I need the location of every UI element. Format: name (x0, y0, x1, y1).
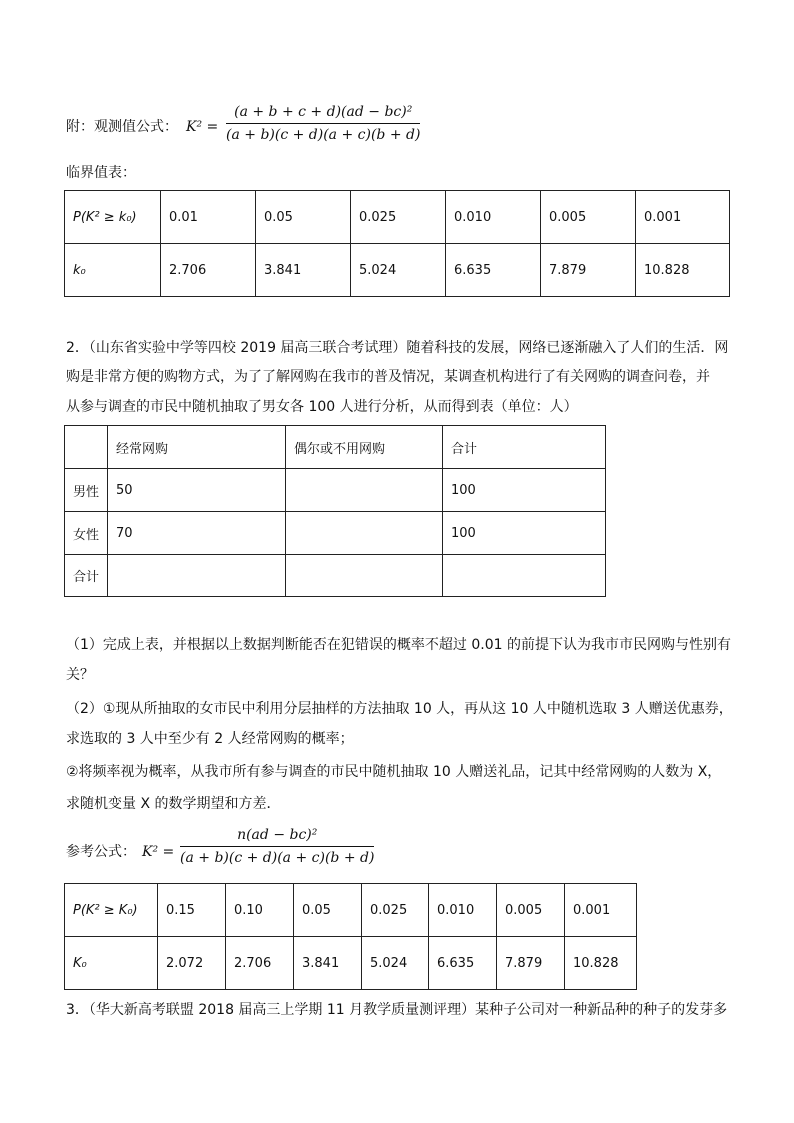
table-cell: 0.025 (351, 191, 446, 244)
table-cell: 5.024 (351, 244, 446, 297)
table-cell (286, 512, 443, 555)
appendix-denominator: (a + b)(c + d)(a + c)(b + d) (226, 127, 421, 143)
table-cell: 0.001 (636, 191, 730, 244)
table-cell: 0.010 (446, 191, 541, 244)
table-cell: 100 (443, 512, 606, 555)
table-cell: P(K² ≥ k₀) (65, 191, 161, 244)
table-cell: 合计 (443, 426, 606, 469)
table-cell: 7.879 (497, 937, 565, 990)
q3-line-1: 3．（华大新高考联盟 2018 届高三上学期 11 月教学质量测评理）某种子公司对一种新品种的种子的发芽多 (66, 1002, 728, 1018)
reference-formula-lhs: K² = (142, 844, 175, 860)
fraction-bar (226, 123, 420, 124)
table-cell: 2.706 (161, 244, 256, 297)
table-cell: 2.706 (226, 937, 294, 990)
table-cell: P(K² ≥ K₀) (65, 884, 158, 937)
table-cell: 0.025 (362, 884, 429, 937)
appendix-label: 附：观测值公式： (66, 119, 178, 135)
table-cell: 70 (108, 512, 286, 555)
appendix-numerator: (a + b + c + d)(ad − bc)² (234, 104, 413, 120)
table-cell: K₀ (65, 937, 158, 990)
q2-line-3: 从参与调查的市民中随机抽取了男女各 100 人进行分析，从而得到表（单位：人） (66, 399, 578, 415)
table-cell: 0.001 (565, 884, 637, 937)
table-cell: 100 (443, 469, 606, 512)
table-cell: 5.024 (362, 937, 429, 990)
table-cell (108, 555, 286, 597)
appendix-formula-lhs: K² = (186, 119, 219, 135)
table-cell: 2.072 (158, 937, 226, 990)
reference-critical-table (64, 883, 637, 990)
table-row (65, 884, 637, 937)
q2-part1-line-1: （1）完成上表，并根据以上数据判断能否在犯错误的概率不超过 0.01 的前提下认为我市市民网购与性别有 (66, 637, 731, 653)
reference-formula-label: 参考公式： (66, 844, 136, 860)
q2-part2-line-1: （2）①现从所抽取的女市民中利用分层抽样的方法抽取 10 人，再从这 10 人中随机选取 3 人赠送优惠券， (66, 701, 733, 717)
table-cell: 女性 (65, 512, 108, 555)
table-cell: 50 (108, 469, 286, 512)
table-cell: 经常网购 (108, 426, 286, 469)
table-cell: 0.005 (541, 191, 636, 244)
table-cell (286, 469, 443, 512)
reference-denominator: (a + b)(c + d)(a + c)(b + d) (180, 850, 375, 866)
table-cell: k₀ (65, 244, 161, 297)
fraction-bar (180, 846, 374, 847)
q2-part1-line-2: 关？ (66, 667, 94, 683)
critical-value-table (64, 190, 730, 297)
table-cell: 10.828 (636, 244, 730, 297)
reference-numerator: n(ad − bc)² (237, 827, 318, 843)
table-row (65, 426, 606, 469)
table-cell: 0.05 (256, 191, 351, 244)
table-cell: 男性 (65, 469, 108, 512)
table-cell: 10.828 (565, 937, 637, 990)
table-cell (65, 426, 108, 469)
table-cell (286, 555, 443, 597)
table-row (65, 555, 606, 597)
table-cell: 0.010 (429, 884, 497, 937)
table-row (65, 937, 637, 990)
q2-part2-line-4: 求随机变量 X 的数学期望和方差． (66, 796, 281, 812)
q2-part2-line-3: ②将频率视为概率，从我市所有参与调查的市民中随机抽取 10 人赠送礼品，记其中经常网购的人数为 X， (66, 764, 722, 780)
survey-table (64, 425, 606, 597)
table-cell: 0.05 (294, 884, 362, 937)
table-cell: 7.879 (541, 244, 636, 297)
table-cell: 合计 (65, 555, 108, 597)
table-cell: 0.10 (226, 884, 294, 937)
q2-line-2: 购是非常方便的购物方式，为了了解网购在我市的普及情况，某调查机构进行了有关网购的调查问卷，并 (66, 369, 710, 385)
q2-part2-line-2: 求选取的 3 人中至少有 2 人经常网购的概率； (66, 731, 354, 747)
table-row (65, 244, 730, 297)
table-cell: 3.841 (294, 937, 362, 990)
q2-line-1: 2．（山东省实验中学等四校 2019 届高三联合考试理）随着科技的发展，网络已逐渐融入了人们的生活．网 (66, 340, 729, 356)
appendix-fraction (226, 103, 420, 144)
table-cell: 偶尔或不用网购 (286, 426, 443, 469)
table-cell: 3.841 (256, 244, 351, 297)
critical-value-label: 临界值表： (66, 165, 136, 181)
table-row (65, 512, 606, 555)
table-cell: 0.005 (497, 884, 565, 937)
table-row (65, 191, 730, 244)
reference-fraction (180, 826, 374, 867)
table-cell: 0.15 (158, 884, 226, 937)
table-cell (443, 555, 606, 597)
table-cell: 0.01 (161, 191, 256, 244)
table-cell: 6.635 (429, 937, 497, 990)
table-cell: 6.635 (446, 244, 541, 297)
table-row (65, 469, 606, 512)
